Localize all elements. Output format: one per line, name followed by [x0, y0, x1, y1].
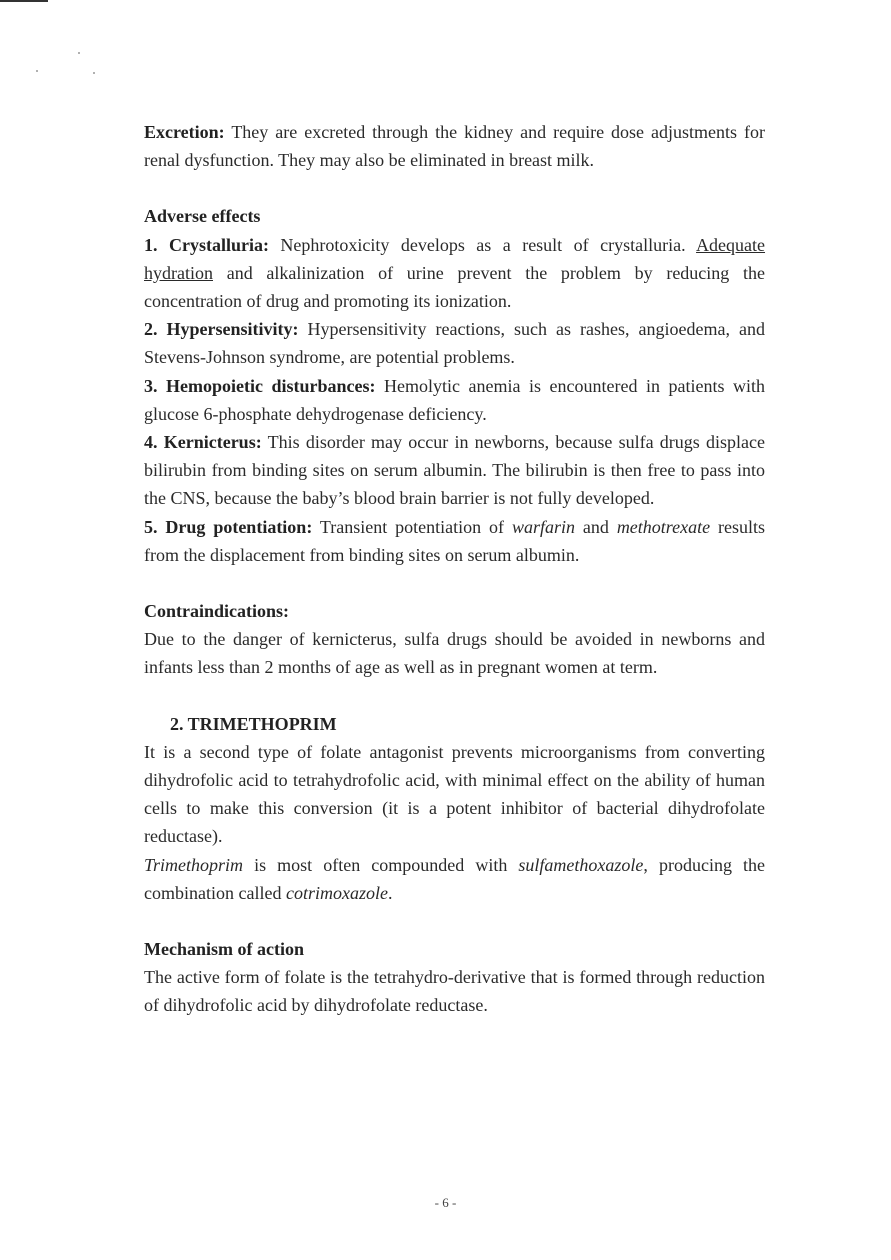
drug-name: cotrimoxazole	[285, 882, 388, 903]
mechanism-text: The active form of folate is the tetrahydro-derivative that is formed through reduction of dihydrofolic acid by dihydrofolate reductase.	[144, 967, 765, 1016]
excretion-label: Excretion:	[144, 122, 225, 142]
scan-speck	[78, 52, 80, 54]
excretion-text: They are excreted through the kidney and require dose adjustments for renal dysfunction. They may also be eliminated in breast milk.	[144, 122, 765, 171]
item-text: Transient potentiation of	[312, 516, 512, 537]
document-body	[144, 118, 765, 1020]
item-label: 4. Kernicterus:	[144, 432, 262, 453]
drug-name: warfarin	[511, 516, 575, 537]
adverse-item-drug-potentiation	[144, 513, 765, 569]
item-text: This disorder may occur in newborns, because sulfa drugs displace bilirubin from binding sites on serum albumin. The bilirubin is then free to pass into the CNS, because the baby’s blood brain barrier is not fully developed.	[144, 432, 765, 509]
item-label: 5. Drug potentiation:	[144, 516, 313, 537]
contraindications-text: Due to the danger of kernicterus, sulfa drugs should be avoided in newborns and infants less than 2 months of age as well as in pregnant women at term.	[144, 629, 765, 678]
mechanism-heading: Mechanism of action	[144, 939, 304, 960]
drug-name: sulfamethoxazole	[518, 854, 644, 875]
trimethoprim-paragraph: It is a second type of folate antagonist prevents microorganisms from converting dihydrofolic acid to tetrahydrofolic acid, with minimal effect on the ability of human cells to make this conversion (it is a potent inhibitor of bacterial dihydrofolate reductase).	[144, 741, 765, 847]
item-text: .	[387, 882, 393, 903]
item-label: 3. Hemopoietic disturbances:	[144, 375, 376, 396]
drug-name: methotrexate	[616, 516, 711, 537]
item-text: Nephrotoxicity develops as a result of crystalluria.	[268, 234, 697, 255]
scan-edge-line	[0, 0, 48, 2]
scan-speck	[36, 70, 38, 72]
item-text: , producing the combination called	[144, 854, 765, 903]
trimethoprim-heading: 2. TRIMETHOPRIM	[170, 713, 337, 734]
adverse-item-kernicterus	[144, 428, 765, 513]
scan-speck	[93, 72, 95, 74]
adverse-item-hemopoietic	[144, 372, 765, 428]
contraindications-heading: Contraindications:	[144, 601, 290, 622]
item-text: and alkalinization of urine prevent the problem by reducing the concentration of drug and promoting its ionization.	[144, 262, 765, 312]
adverse-item-hypersensitivity	[144, 315, 765, 371]
item-label: 1. Crystalluria:	[144, 234, 269, 255]
item-label: 2. Hypersensitivity:	[144, 319, 299, 340]
item-text: Hypersensitivity reactions, such as rashes, angioedema, and Stevens-Johnson syndrome, are potential problems.	[144, 319, 765, 368]
item-text: and	[575, 516, 617, 537]
excretion-paragraph	[144, 118, 765, 174]
item-text: Hemolytic anemia is encountered in patients with glucose 6-phosphate dehydrogenase deficiency.	[144, 375, 765, 424]
item-text: results from the displacement from binding sites on serum albumin.	[144, 516, 766, 565]
trimethoprim-combination	[144, 851, 765, 907]
item-text: is most often compounded with	[243, 854, 519, 875]
underlined-phrase: Adequate hydration	[144, 234, 766, 283]
adverse-item-crystalluria	[144, 231, 765, 316]
adverse-effects-heading: Adverse effects	[144, 206, 261, 227]
page-number: - 6 -	[434, 1195, 457, 1210]
drug-name: Trimethoprim	[144, 854, 244, 875]
